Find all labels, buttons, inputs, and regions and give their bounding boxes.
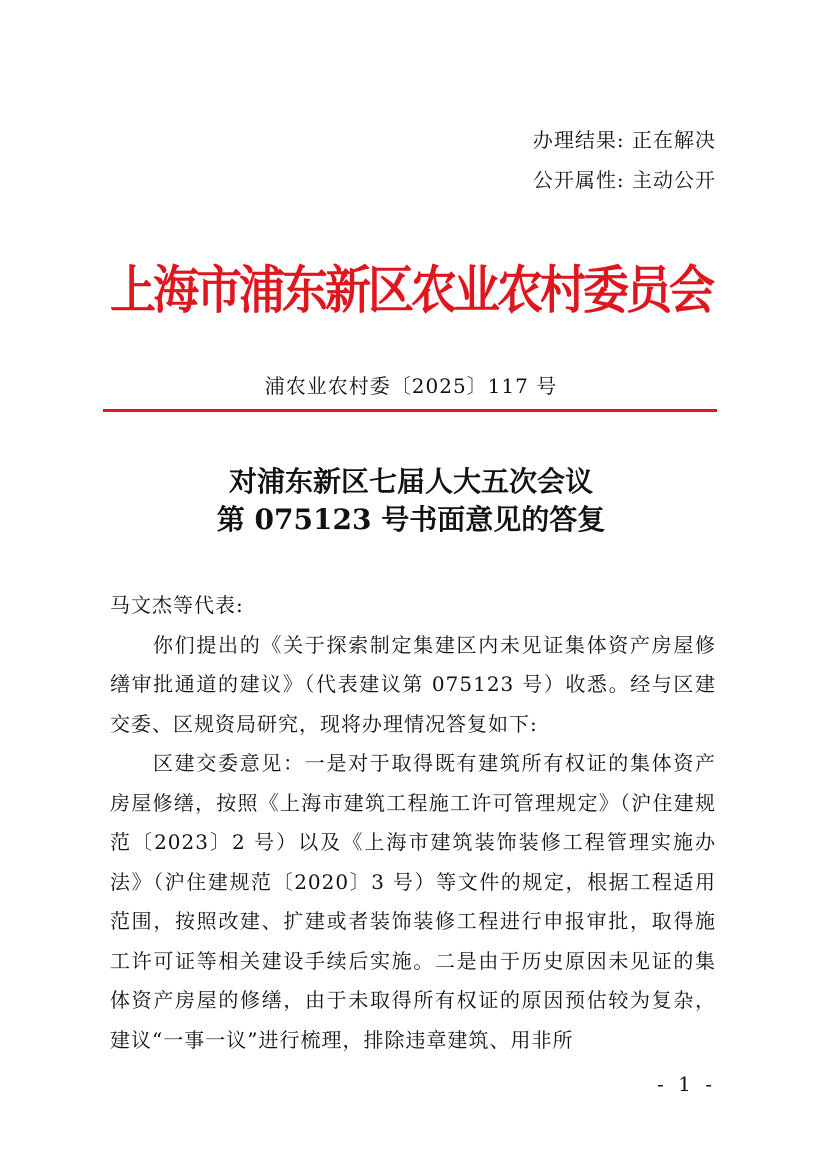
meta-result: [533, 128, 716, 152]
document-body: [110, 586, 716, 1060]
document-number: 浦农业农村委〔2025〕117 号: [264, 374, 558, 398]
body-paragraph-1: 你们提出的《关于探索制定集建区内未见证集体资产房屋修缮审批通道的建议》（代表建议第 075123 号）收悉。经与区建交委、区规资局研究，现将办理情况答复如下:: [110, 632, 716, 736]
public-value: 主动公开: [632, 168, 716, 192]
meta-public: [533, 168, 716, 192]
salutation: 马文杰等代表:: [110, 593, 244, 617]
title-line-2: 第 075123 号书面意见的答复: [216, 503, 606, 536]
org-name-heading: 上海市浦东新区农业农村委员会: [110, 259, 712, 321]
result-label: 办理结果:: [532, 128, 625, 152]
red-divider-line: [103, 409, 717, 412]
result-value: 正在解决: [632, 128, 716, 152]
page-number: - 1 -: [657, 1072, 716, 1096]
title-line-1: 对浦东新区七届人大五次会议: [228, 465, 593, 498]
document-title: [105, 463, 717, 539]
body-paragraph-2: 区建交委意见：一是对于取得既有建筑所有权证的集体资产房屋修缮，按照《上海市建筑工程施工许可管理规定》（沪住建规范〔2023〕2 号）以及《上海市建筑装饰装修工程管理实施办法》（沪住建规范〔2020〕3 号）等文件的规定，根据工程适用范围，按照改建、扩建或者装饰装修工程进行申报审批，取得施工许可证等相关建设手续后实施。二是由于历史原因未见证的集体资产房屋的修缮，由于未取得所有权证的原因预估较为复杂，建议“一事一议”进行梳理，排除违章建筑、用非所: [110, 751, 716, 1052]
public-label: 公开属性:: [532, 168, 625, 192]
